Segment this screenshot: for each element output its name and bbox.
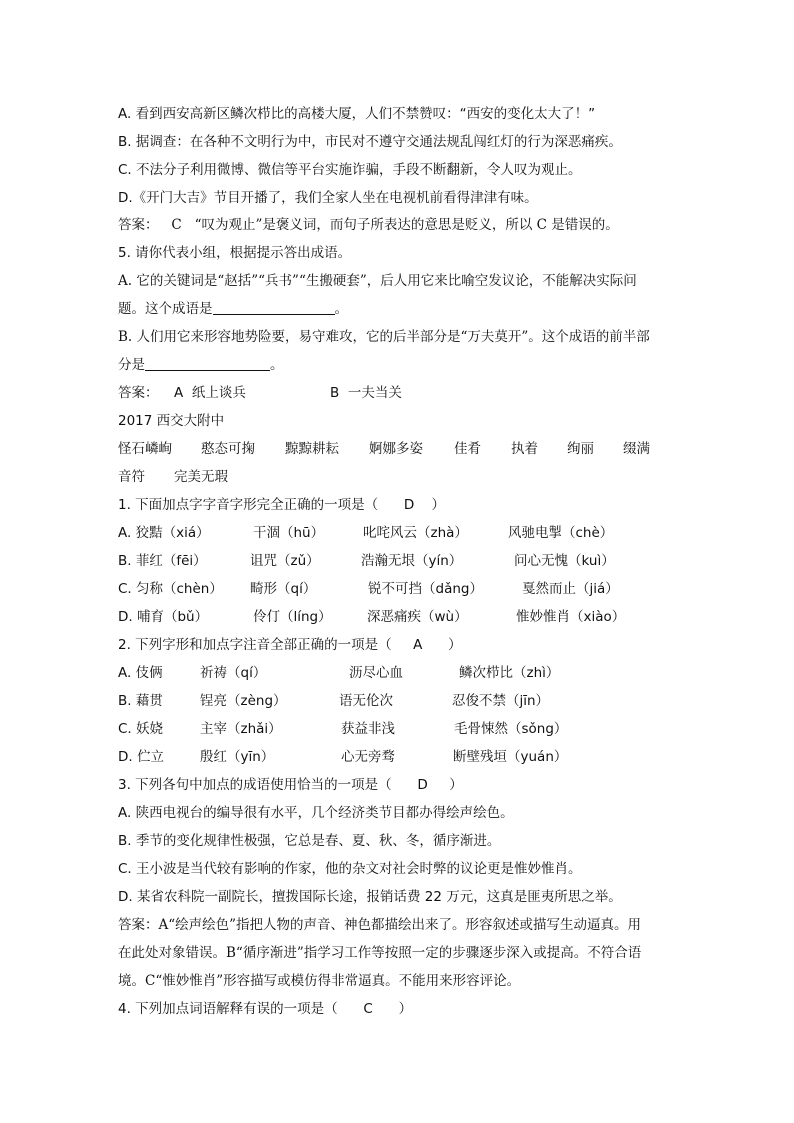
word-item: 憨态可掬 <box>201 441 255 457</box>
word-item: 音符 <box>118 469 145 485</box>
option-cell: 戛然而止（jiá） <box>522 581 619 597</box>
q1-option-row <box>118 523 678 543</box>
q1-option-row <box>118 551 678 571</box>
option-cell: 锃亮（zèng） <box>200 693 287 709</box>
option-cell: 主宰（zhǎi） <box>200 721 282 737</box>
option-cell: 叱咤风云（zhà） <box>363 525 468 541</box>
q3-option-a: A. 陕西电视台的编导很有水平，几个经济类节目都办得绘声绘色。 <box>118 805 514 821</box>
option-cell: 获益非浅 <box>341 721 395 737</box>
option-cell: 锐不可挡（dǎng） <box>368 581 483 597</box>
q3-answer-line1: 答案：A“绘声绘色”指把人物的声音、神色都描绘出来了。形容叙述或描写生动逼真。用 <box>118 917 642 933</box>
word-item: 缀满 <box>623 441 650 457</box>
option-cell: 语无伦次 <box>339 693 393 709</box>
q2-option-row <box>118 747 678 767</box>
option-cell: 问心无愧（kuì） <box>514 553 615 569</box>
option-cell: B. 藉贯 <box>118 693 163 709</box>
q5-a-blank[interactable] <box>213 300 335 315</box>
q3-answer-line3: 境。C“惟妙惟肖”形容描写或模仿得非常逼真。不能用来形容评论。 <box>118 973 521 989</box>
q5-stem: 5. 请你代表小组，根据提示答出成语。 <box>118 245 352 261</box>
option-cell: 心无旁骛 <box>341 749 395 765</box>
q3-option-c: C. 王小波是当代较有影响的作家，他的杂文对社会时弊的议论更是惟妙惟肖。 <box>118 861 582 877</box>
q5-b-suffix: 。 <box>270 357 284 373</box>
word-item: 佳肴 <box>454 441 481 457</box>
q3-stem: 3. 下列各句中加点的成语使用恰当的一项是（ D ） <box>118 777 463 793</box>
word-item: 婀娜多姿 <box>369 441 423 457</box>
q5-a-line2 <box>118 299 348 319</box>
q4-option-a: A. 看到西安高新区鳞次栉比的高楼大厦，人们不禁赞叹：“西安的变化太大了！” <box>118 106 596 122</box>
q1-option-row <box>118 579 678 599</box>
option-cell: 鳞次栉比（zhì） <box>459 665 560 681</box>
option-cell: C. 匀称（chèn） <box>118 581 223 597</box>
word-item: 怪石嶙峋 <box>118 441 172 457</box>
option-cell: 惟妙惟肖（xiào） <box>516 609 626 625</box>
q4-next-stem: 4. 下列加点词语解释有误的一项是（ C ） <box>118 1001 413 1017</box>
q4-option-d: D.《开门大吉》节目开播了，我们全家人坐在电视机前看得津津有味。 <box>118 190 538 206</box>
q5-answer <box>118 383 678 403</box>
q5-b-line2 <box>118 355 284 375</box>
option-cell: 忍俊不禁（jīn） <box>452 693 550 709</box>
option-cell: D. 伫立 <box>118 749 164 765</box>
q4-answer: 答案： C “叹为观止”是褒义词，而句子所表达的意思是贬义，所以 C 是错误的。 <box>118 217 619 233</box>
option-cell: 毛骨悚然（sǒng） <box>454 721 568 737</box>
q3-answer-line2: 在此处对象错误。B“循序渐进”指学习工作等按照一定的步骤逐步深入或提高。不符合语 <box>118 945 642 961</box>
word-list-row2 <box>118 467 678 487</box>
option-cell: 干涸（hū） <box>253 525 325 541</box>
q5-answer-a: A 纸上谈兵 <box>174 385 246 401</box>
q5-a-line1: A. 它的关键词是“赵括”“兵书”“生搬硬套”，后人用它来比喻空发议论，不能解决实际问 <box>118 273 637 289</box>
q3-option-b: B. 季节的变化规律性极强，它总是春、夏、秋、冬，循序渐进。 <box>118 833 501 849</box>
option-cell: 祈祷（qí） <box>200 665 267 681</box>
q1-option-row <box>118 607 678 627</box>
word-list-row1 <box>118 439 678 459</box>
option-cell: C. 妖娆 <box>118 721 164 737</box>
option-cell: D. 哺育（bǔ） <box>118 609 209 625</box>
option-cell: 沥尽心血 <box>349 665 403 681</box>
q3-option-d: D. 某省农科院一副院长，擅拨国际长途，报销话费 22 万元，这真是匪夷所思之举。 <box>118 889 622 905</box>
q5-a-prefix: 题。这个成语是 <box>118 301 213 317</box>
word-item: 绚丽 <box>567 441 594 457</box>
option-cell: 诅咒（zǔ） <box>250 553 320 569</box>
option-cell: 畸形（qí） <box>250 581 317 597</box>
option-cell: A. 伎俩 <box>118 665 163 681</box>
word-item: 黥黥耕耘 <box>285 441 339 457</box>
q2-option-row <box>118 719 678 739</box>
q5-b-prefix: 分是 <box>118 357 145 373</box>
q2-option-row <box>118 691 678 711</box>
q5-a-suffix: 。 <box>334 301 348 317</box>
q2-option-row <box>118 663 678 683</box>
q5-answer-b: B 一夫当关 <box>330 385 402 401</box>
q2-stem: 2. 下列字形和加点字注音全部正确的一项是（ A ） <box>118 637 462 653</box>
option-cell: A. 狡黠（xiá） <box>118 525 210 541</box>
option-cell: 殷红（yīn） <box>200 749 275 765</box>
word-item: 执着 <box>511 441 538 457</box>
q1-stem: 1. 下面加点字字音字形完全正确的一项是（ D ） <box>118 497 445 513</box>
option-cell: 风驰电掣（chè） <box>508 525 614 541</box>
option-cell: 深恶痛疾（wù） <box>367 609 468 625</box>
section-title: 2017 西交大附中 <box>118 413 225 429</box>
option-cell: 断壁残垣（yuán） <box>453 749 568 765</box>
option-cell: B. 菲红（fēi） <box>118 553 207 569</box>
q4-option-b: B. 据调查：在各种不文明行为中，市民对不遵守交通法规乱闯红灯的行为深恶痛疾。 <box>118 134 622 150</box>
option-cell: 浩瀚无垠（yín） <box>361 553 463 569</box>
q4-option-c: C. 不法分子利用微博、微信等平台实施诈骗，手段不断翻新，令人叹为观止。 <box>118 162 582 178</box>
q5-b-line1: B. 人们用它来形容地势险要，易守难攻，它的后半部分是“万夫莫开”。这个成语的前半部 <box>118 329 650 345</box>
word-item: 完美无瑕 <box>174 469 228 485</box>
option-cell: 伶仃（líng） <box>253 609 332 625</box>
q5-b-blank[interactable] <box>145 356 270 371</box>
q5-answer-label: 答案： <box>118 385 159 401</box>
